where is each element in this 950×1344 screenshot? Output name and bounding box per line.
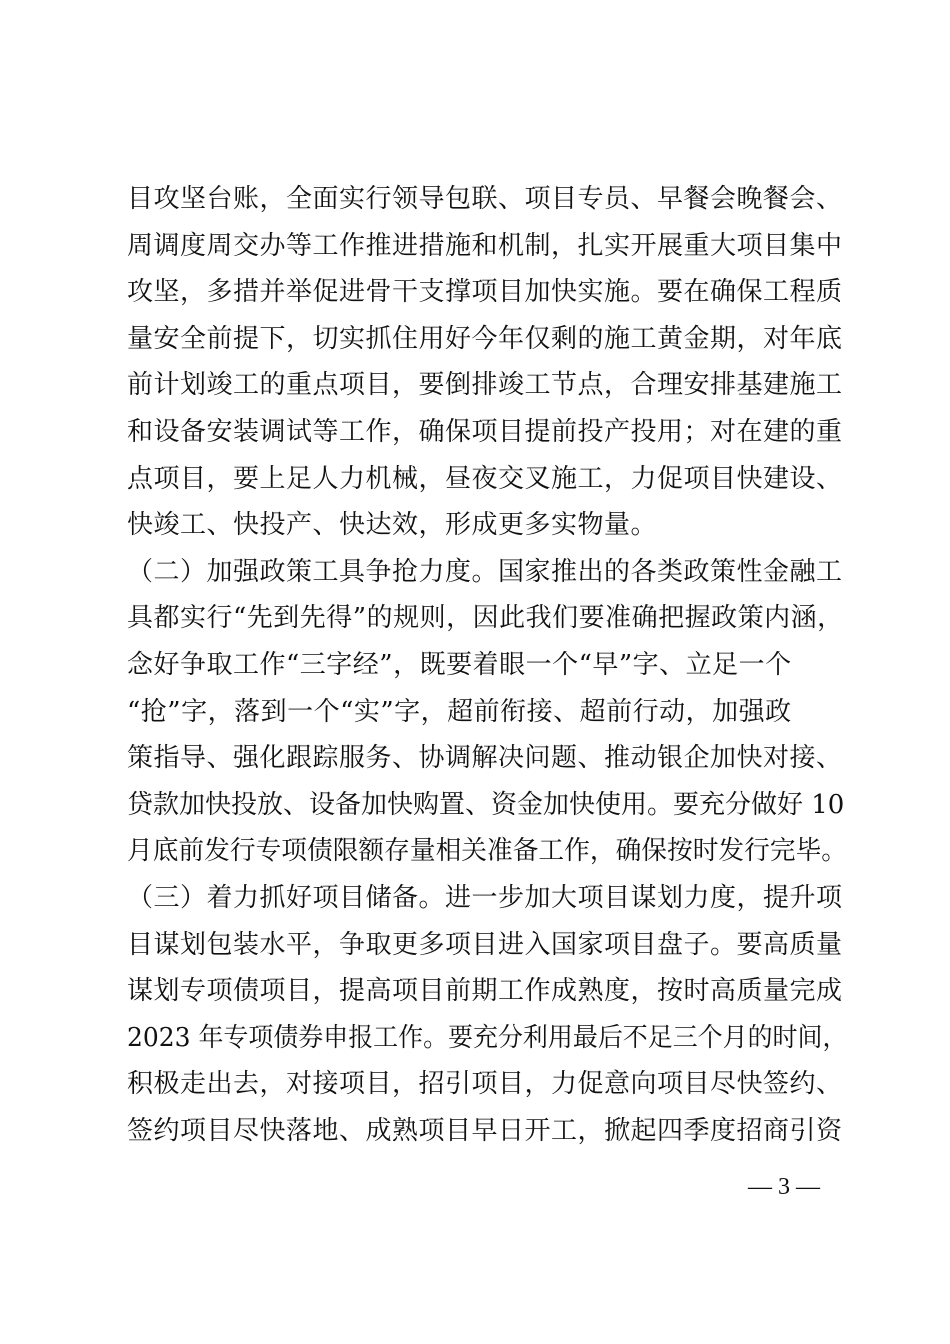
body-line: 具都实行“先到先得”的规则，因此我们要准确把握政策内涵， bbox=[127, 603, 844, 634]
page-number: — 3 — bbox=[748, 1174, 820, 1200]
section-heading-line: （三）着力抓好项目储备。进一步加大项目谋划力度，提升项 bbox=[127, 882, 843, 913]
body-line: 攻坚，多措并举促进骨干支撑项目加快实施。要在确保工程质 bbox=[127, 277, 843, 308]
body-line: 周调度周交办等工作推进措施和机制，扎实开展重大项目集中 bbox=[127, 230, 843, 261]
body-line: “抢”字，落到一个“实”字，超前衔接、超前行动，加强政 bbox=[127, 696, 792, 727]
section-heading-line: （二）加强政策工具争抢力度。国家推出的各类政策性金融工 bbox=[127, 556, 843, 587]
body-line: 策指导、强化跟踪服务、协调解决问题、推动银企加快对接、 bbox=[127, 743, 843, 774]
body-line: 签约项目尽快落地、成熟项目早日开工，掀起四季度招商引资 bbox=[127, 1115, 843, 1146]
body-line: 2023 年专项债券申报工作。要充分利用最后不足三个月的时间， bbox=[127, 1022, 848, 1053]
document-body bbox=[127, 176, 847, 1154]
body-line: 月底前发行专项债限额存量相关准备工作，确保按时发行完毕。 bbox=[127, 836, 848, 867]
body-line: 积极走出去，对接项目，招引项目，力促意向项目尽快签约、 bbox=[127, 1069, 843, 1100]
body-line: 贷款加快投放、设备加快购置、资金加快使用。要充分做好 10 bbox=[127, 789, 845, 820]
body-line: 谋划专项债项目，提高项目前期工作成熟度，按时高质量完成 bbox=[127, 976, 843, 1007]
body-line: 目攻坚台账，全面实行领导包联、项目专员、早餐会晚餐会、 bbox=[127, 184, 843, 214]
body-line: 量安全前提下，切实抓住用好今年仅剩的施工黄金期，对年底 bbox=[127, 323, 843, 354]
body-line: 点项目，要上足人力机械，昼夜交叉施工，力促项目快建设、 bbox=[127, 463, 843, 494]
body-line: 前计划竣工的重点项目，要倒排竣工节点，合理安排基建施工 bbox=[127, 370, 843, 401]
body-line: 和设备安装调试等工作，确保项目提前投产投用；对在建的重 bbox=[127, 416, 843, 447]
body-line: 快竣工、快投产、快达效，形成更多实物量。 bbox=[127, 510, 658, 541]
body-line: 目谋划包装水平，争取更多项目进入国家项目盘子。要高质量 bbox=[127, 929, 843, 960]
body-line: 念好争取工作“三字经”，既要着眼一个“早”字、立足一个 bbox=[127, 649, 792, 680]
